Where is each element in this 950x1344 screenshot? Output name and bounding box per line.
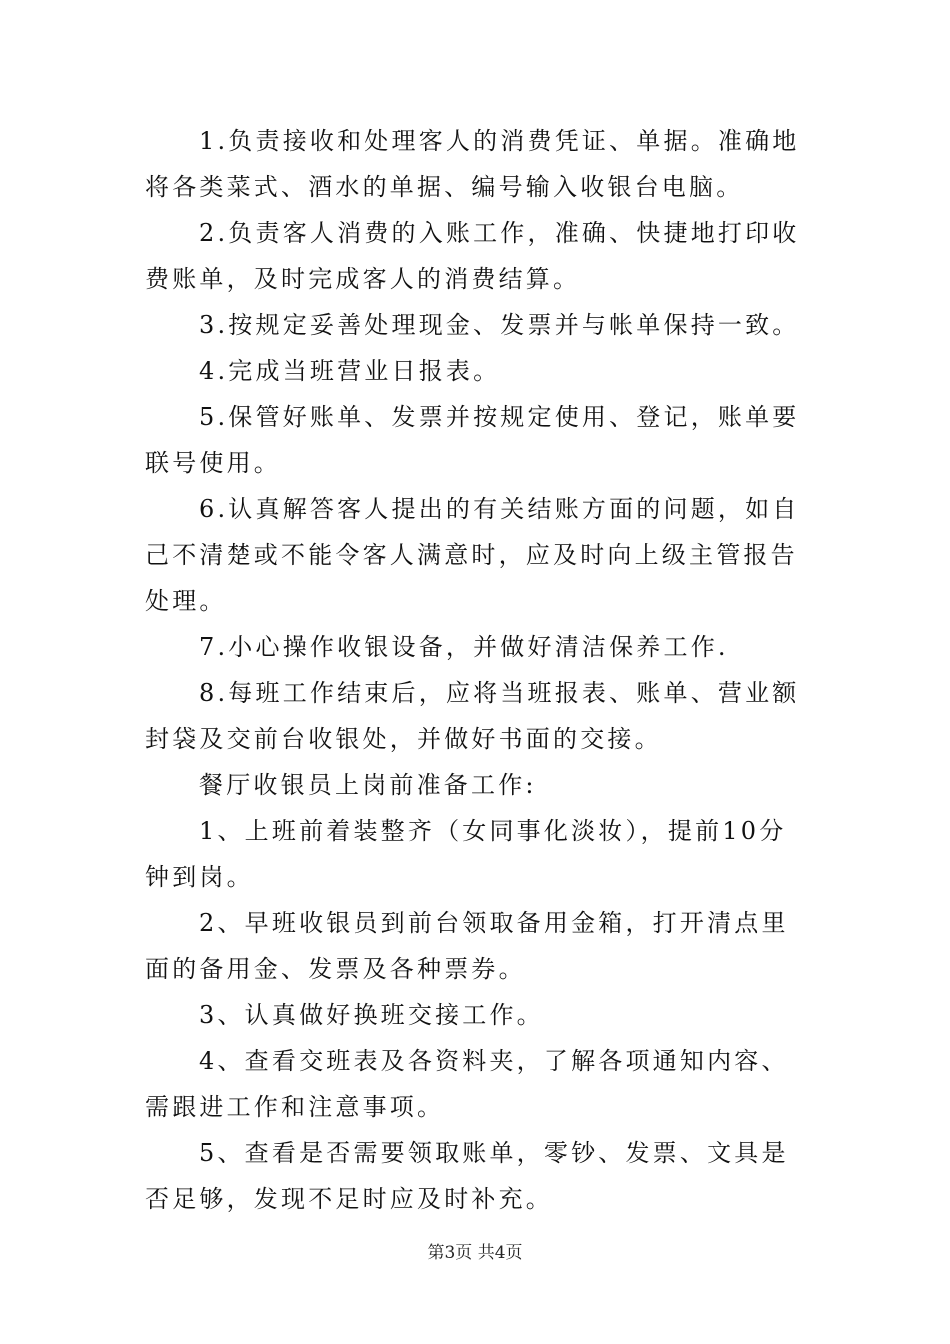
paragraph: 5、查看是否需要领取账单，零钞、发票、文具是否足够，发现不足时应及时补充。 <box>145 1139 789 1213</box>
paragraph: 2.负责客人消费的入账工作，准确、快捷地打印收费账单，及时完成客人的消费结算。 <box>145 219 800 293</box>
paragraph: 3.按规定妥善处理现金、发票并与帐单保持一致。 <box>199 311 800 339</box>
section-heading: 餐厅收银员上岗前准备工作: <box>199 771 537 799</box>
document-body <box>145 118 810 1222</box>
paragraph: 2、早班收银员到前台领取备用金箱，打开清点里面的备用金、发票及各种票券。 <box>145 909 789 983</box>
paragraph: 3、认真做好换班交接工作。 <box>199 1001 544 1029</box>
paragraph: 1.负责接收和处理客人的消费凭证、单据。准确地将各类菜式、酒水的单据、编号输入收银台电脑。 <box>145 127 800 201</box>
paragraph: 4.完成当班营业日报表。 <box>199 357 501 385</box>
paragraph: 5.保管好账单、发票并按规定使用、登记，账单要联号使用。 <box>145 403 800 477</box>
paragraph: 7.小心操作收银设备，并做好清洁保养工作. <box>199 633 729 661</box>
paragraph: 6.认真解答客人提出的有关结账方面的问题，如自己不清楚或不能令客人满意时，应及时向上级主管报告处理。 <box>145 495 800 615</box>
paragraph: 4、查看交班表及各资料夹，了解各项通知内容、需跟进工作和注意事项。 <box>145 1047 789 1121</box>
paragraph: 1、上班前着装整齐（女同事化淡妆），提前10分钟到岗。 <box>145 817 787 891</box>
paragraph: 8.每班工作结束后，应将当班报表、账单、营业额封袋及交前台收银处，并做好书面的交接。 <box>145 679 800 753</box>
page-footer: 第3页 共4页 <box>427 1243 523 1263</box>
